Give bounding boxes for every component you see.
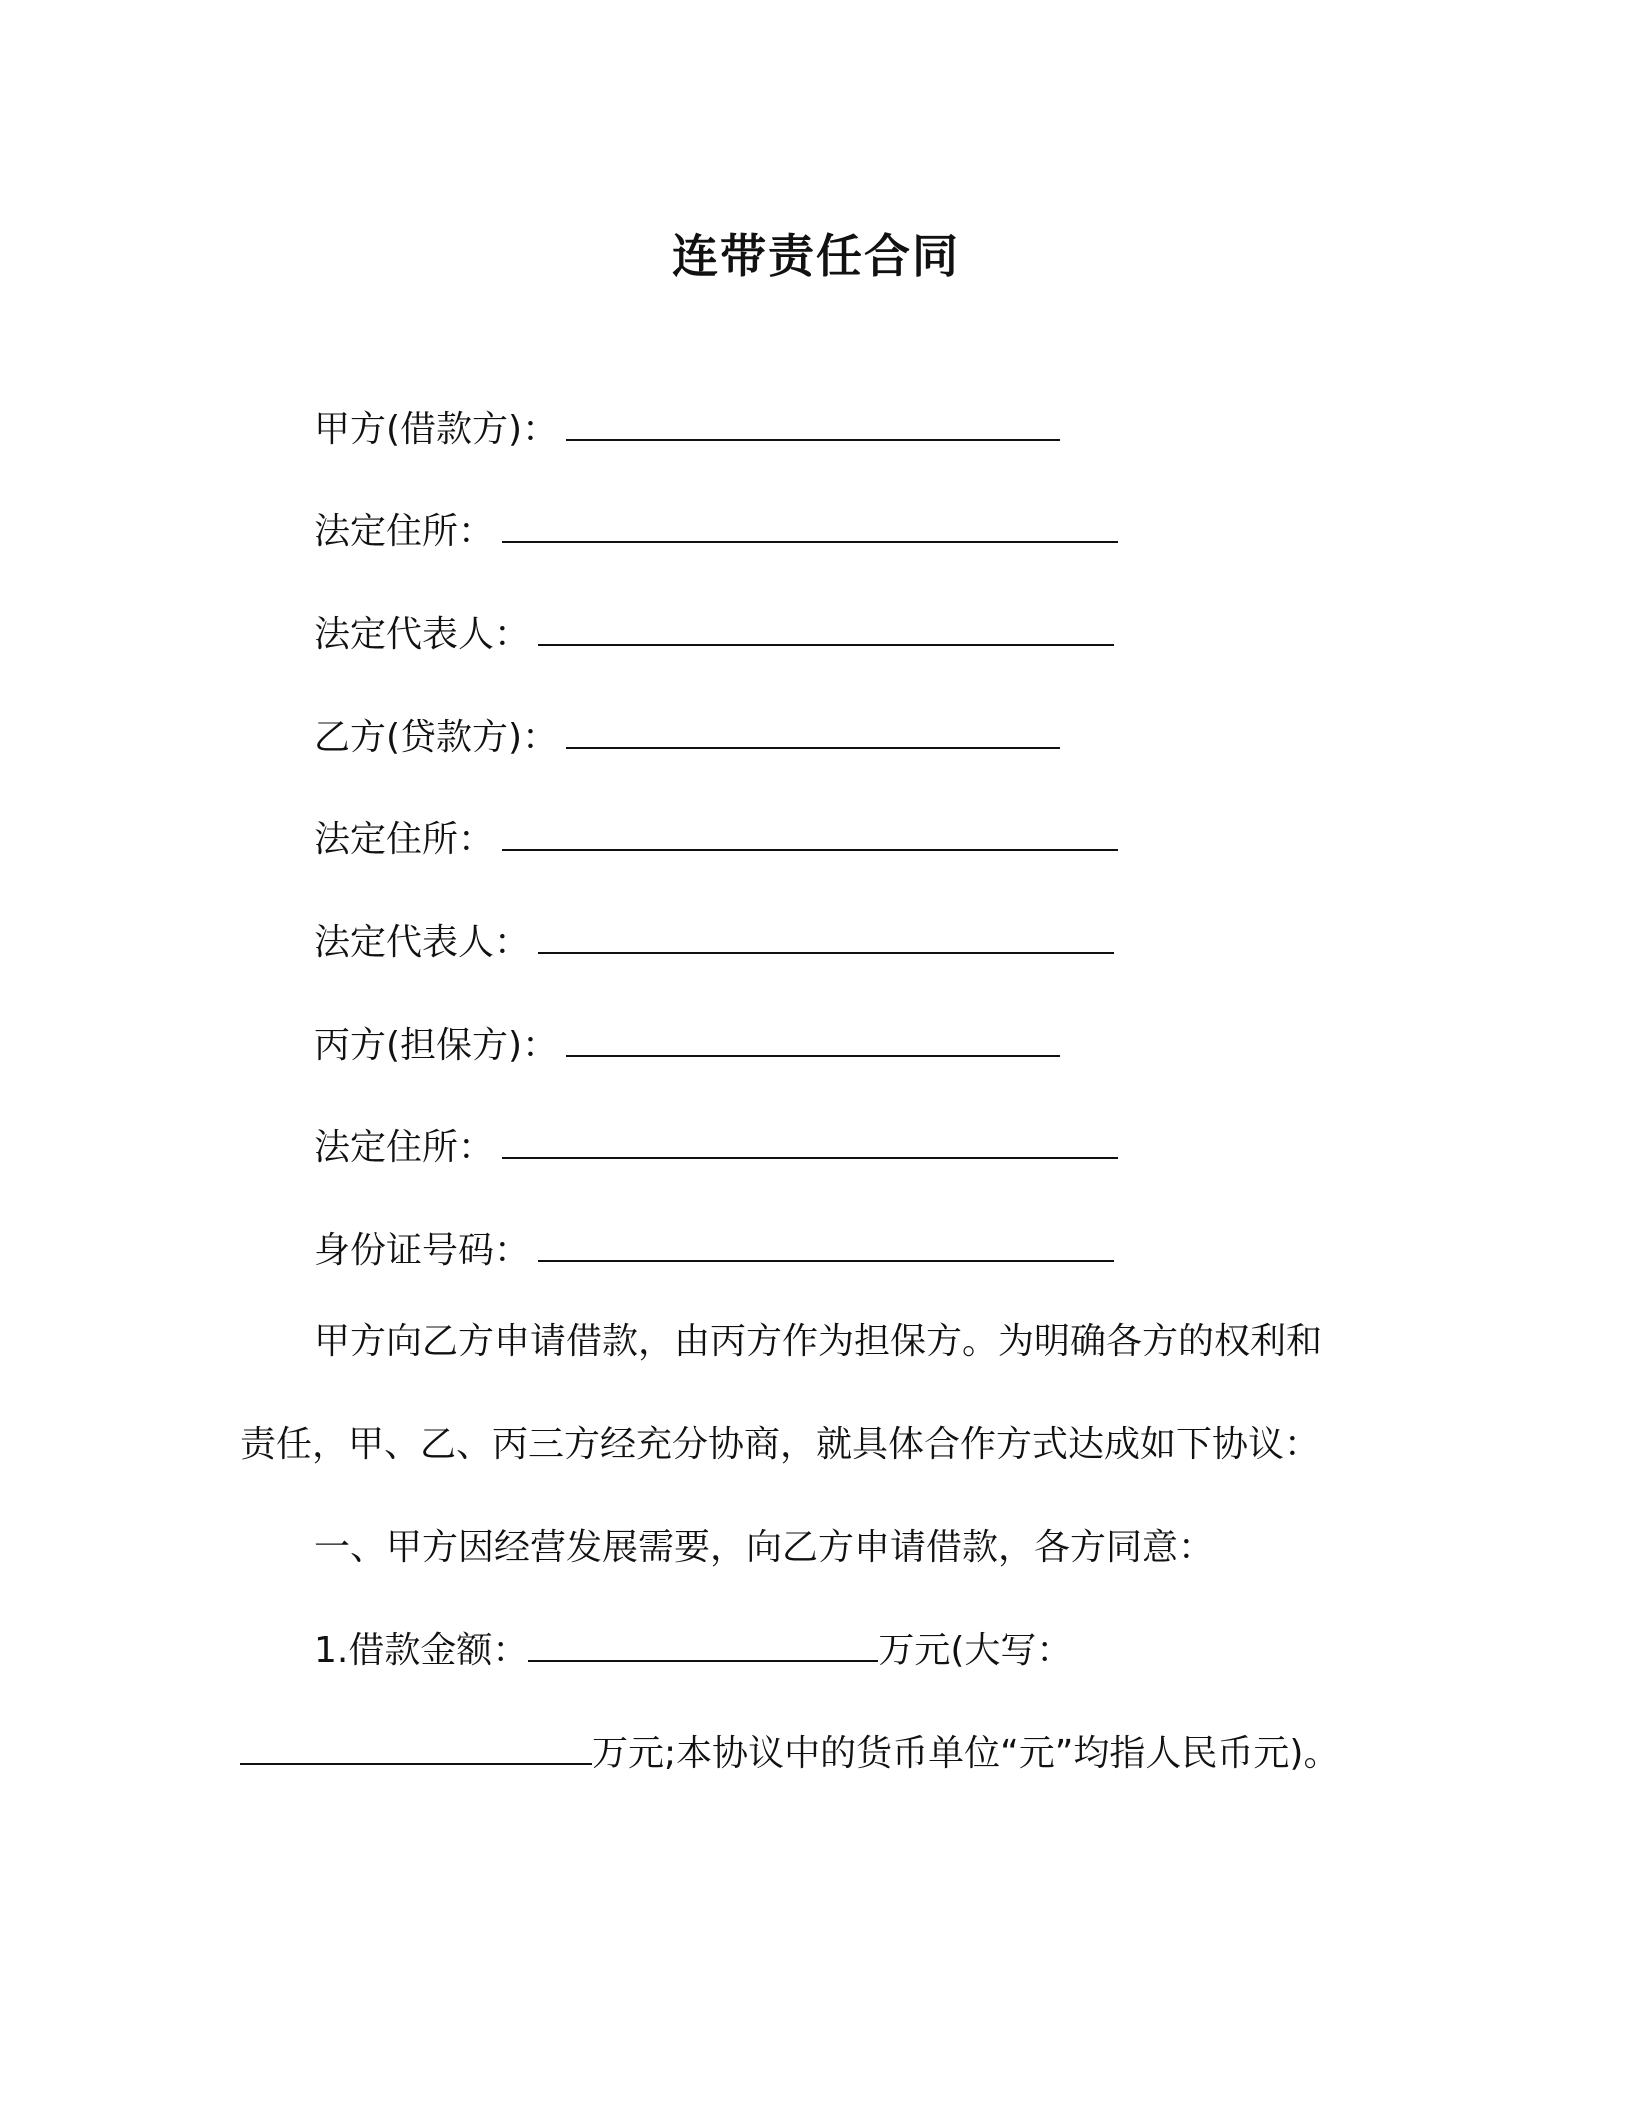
party-c-id-row xyxy=(314,1221,1114,1281)
party-b-representative-row xyxy=(314,913,1114,973)
clause-1-unit: 万元(大写： xyxy=(878,1630,1073,1671)
intro-paragraph xyxy=(240,1290,1400,1496)
document-title: 连带责任合同 xyxy=(672,229,960,283)
party-b-label: 乙方(贷款方)： xyxy=(314,717,559,758)
party-c-id-blank[interactable] xyxy=(538,1224,1114,1262)
party-a-address-blank[interactable] xyxy=(502,505,1118,543)
section-1-heading: 一、甲方因经营发展需要，向乙方申请借款，各方同意： xyxy=(314,1527,1215,1568)
party-b-address-blank[interactable] xyxy=(502,813,1118,851)
party-b-representative-label: 法定代表人： xyxy=(314,922,531,963)
intro-line-1: 甲方向乙方申请借款，由丙方作为担保方。为明确各方的权利和 xyxy=(314,1321,1323,1362)
section-1-heading-paragraph xyxy=(240,1496,1400,1599)
party-c-id-label: 身份证号码： xyxy=(314,1230,531,1271)
clause-1-prefix: 1.借款金额： xyxy=(314,1630,529,1671)
party-b-address-label: 法定住所： xyxy=(314,819,495,860)
party-b-blank[interactable] xyxy=(566,711,1060,749)
party-a-representative-row xyxy=(314,605,1114,665)
party-c-row xyxy=(314,1016,1060,1076)
party-b-representative-blank[interactable] xyxy=(538,916,1114,954)
party-b-address-row xyxy=(314,810,1118,870)
party-c-address-label: 法定住所： xyxy=(314,1127,495,1168)
party-c-blank[interactable] xyxy=(566,1019,1060,1057)
party-b-row xyxy=(314,708,1060,768)
intro-line-2: 责任，甲、乙、丙三方经充分协商，就具体合作方式达成如下协议： xyxy=(240,1424,1321,1465)
party-c-address-row xyxy=(314,1118,1118,1178)
party-a-blank[interactable] xyxy=(566,403,1060,441)
party-a-representative-label: 法定代表人： xyxy=(314,614,531,655)
clause-1-paragraph xyxy=(240,1599,1400,1805)
party-a-label: 甲方(借款方)： xyxy=(314,409,559,450)
party-a-address-label: 法定住所： xyxy=(314,511,495,552)
party-a-row xyxy=(314,400,1060,460)
party-c-label: 丙方(担保方)： xyxy=(314,1025,559,1066)
loan-amount-blank[interactable] xyxy=(528,1624,878,1662)
loan-amount-uppercase-blank[interactable] xyxy=(240,1727,592,1765)
clause-1-line-2-unit: 万元;本协议中的货币单位“元”均指人民币元)。 xyxy=(592,1733,1340,1774)
party-a-address-row xyxy=(314,502,1118,562)
party-c-address-blank[interactable] xyxy=(502,1121,1118,1159)
party-a-representative-blank[interactable] xyxy=(538,608,1114,646)
